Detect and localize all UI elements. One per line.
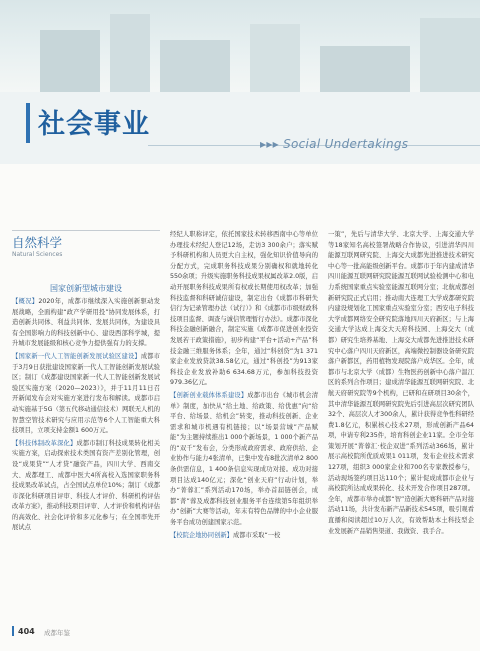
- paragraph: [12, 297, 160, 350]
- section-subtitle-text: Social Undertakings: [283, 137, 409, 151]
- paragraph-text: 2020年，成都市继续深入实施创新驱动发展战略，全面构建“政产学研用投”协同发展体系，打造创新共同体、利益共同体、发展共同体，为建设具有全国影响力的科技创新中心、建设西部科学城，提升城市发展能级和核心竞争力提供强有力的支撑。: [12, 298, 161, 348]
- paragraph: [170, 230, 318, 389]
- paragraph-text: 一策”，先后与清华大学、北京大学、上海交通大学等18家知名高校签署战略合作协议，引进清华四川能源互联网研究院、上海交大成都先进推进技术研究中心等一批高能级创新平台。成都市于年内建成清华四川能源互联网研究院能源互联网试验检测中心和电力系统国家重点实验室能源互联网分室；北航成都创新研究院正式启用；推动南大连理工大学成都研究院内建设规划化工国家重点实验室分室；西安电子科技大学成都网络安全研究院落地四川天府新区；与上海交通大学达成上海交大天府科技园、上海交大（成都）研究生培养基地、上海交大成都先进推进技术研究中心落户四川天府新区，高端微控制器设备研究院落户新都区，药用植物发现院落户成华区。全年，成都市与北京大学（成都）生物医药创新中心落户温江区的系列合作项目；建成清华能源互联网研究院、北航天府研究院等9个机构，已研和在研项目30余个，其中清华能源互联网研究院先后引进高层次研究团队32个、高层次人才300余人，累计获得竞争性科研经费1.8亿元，积累核心技术27项，形成创新产品64项，申请专利235件，培育科创企业11家。全市全年策划开展“菁蓉汇·校企双进”系列活动366场，累计展示高校院所优质成果1 011项，发布企业技术需求127项，组织3 000家企业和700名专家教授参与，活动现场签约项目达110个；累计促成成都市企业与高校院所达成成果转化、技术开发合作项目287项。全年，成都市举办成都“智”造创新大赛科研产品对接活动11场，共计发布新产品新技术545项，吸引观看直播和阅读超过10万人次，有效帮助本土科技型企业发展新产品销售渠道、我做资、我手合。: [328, 231, 474, 535]
- paragraph-text: 成都市制订科技成果转化相关实施方案，启动探索技术类国有资产差别化管理，创设“成果贷”“人才贷”融资产品，四川大学、西南交大、成都理工、成都中医大4所高校入选国家职务科技成果改革试点，占全国试点单位10%；制订《成都市深化科研项目评审、科技人才评价、科研机构评估改革方案》，推动科技项目评审、人才评价和机构评估的高效化、社会化评价和多元化参与；在全国率先开展试点: [12, 439, 161, 532]
- paragraph-heading: 【创新创业载体体系建设】: [170, 391, 248, 399]
- building-silhouette: [320, 46, 410, 92]
- paragraph-text: 成都市出台《城市机会清单》制度，加快从“给土地、给政策、给优惠”向“给平台、给场景、给机会”转变，推动科技创新、企业需求和城市机遇有机链接；以“场景营城”产品赋能”为主题持续推出1 000个新场景，1 000个新产品的“双千”发布会，分类形成政府需求、政府供给、企业协作与能力4张清单，已集中发布8批次清单2 800条供需信息，1 400条信息实现成功对接。成功对接项目达成140亿元；深化“创业天府”行动计划，举办“菁蓉汇”系列活动170场，举办首届链创会，成都“菁”蓉及成都科技创业服务平台连续第5年组织举办“创新”大赛等活动，年末有特色品牌的中小企业服务平台成功创建国家示范。: [170, 391, 319, 527]
- paragraph-text: 经纪人职称评定，依托国家技术转移西南中心等单位办理技术经纪人登记12场，走访3 300余户；落实赋予科研机构和人员更大自主权，强化知识价值导向的分配方式，完成职务科技成果分别确权和就地转化550余项；升级实施职务科技成果权属改革2.0版，启动开展职务科技成果所有权或长期使用权改革；加强科技监督和科研诚信建设，制定出台《成都市科研失信行为记录管理办法（试行）》和《成都市市级财政科技项目监督、调查与诚信管理暂行办法》。成都市深化科技金融创新融合，制定实施《成都市促进创业投资发展若干政策措施》，初步构建“平台+活动+产品”科技金融三维服务体系；全年，通过“科创贷”为1 371家企业发放贷款38.58亿元，通过“科创投”为913家科技企业发放补助6 634.68万元，参加科技投资979.36亿元。: [170, 231, 318, 387]
- text-column-3: [328, 230, 474, 539]
- page-number: 404: [18, 627, 35, 636]
- paragraph-text: 成都市于3月9日获批建设国家新一代人工智能创新发展试验区；制订《成都建设国家新一代人工智能创新发展试验区实施方案（2020—2023）》，并于11月11日召开新闻发布会对实施方案进行发布和解读。成都市启动实施基于5G（第五代移动通信技术）网联无人机的智慧空管技术研究与应用示范等6个人工智能重大科技项目，立项支持金额1 600万元。: [12, 352, 161, 435]
- paragraph: [170, 391, 318, 529]
- paragraph-heading: 【概况】: [12, 298, 39, 305]
- building-silhouette: [420, 18, 480, 92]
- building-silhouette: [160, 40, 230, 92]
- footer-accent-bar: [12, 626, 14, 636]
- paragraph: [12, 352, 160, 437]
- triple-arrow-icon: ▸▸▸: [260, 137, 284, 151]
- category-tag-zh: 自然科学: [12, 235, 63, 250]
- paragraph: [328, 230, 474, 537]
- magazine-name: 成都年鉴: [44, 629, 70, 637]
- section-accent-bar: [26, 103, 30, 143]
- paragraph: [12, 439, 160, 534]
- section-title: 社会事业: [38, 109, 150, 140]
- text-column-2: [170, 230, 318, 543]
- article-title: 国家创新型城市建设: [50, 284, 122, 293]
- paragraph-heading: 【国家新一代人工智能创新发展试验区建设】: [12, 352, 141, 360]
- text-column-1: [12, 297, 160, 536]
- category-tag-en: Natural Sciences: [12, 251, 63, 258]
- building-silhouette: [250, 24, 300, 92]
- header-banner-image: [0, 0, 480, 92]
- paragraph: [170, 531, 318, 542]
- building-silhouette: [40, 30, 100, 92]
- building-silhouette: [110, 14, 150, 92]
- paragraph-text: 成都市采取“一校: [232, 531, 281, 539]
- paragraph-heading: 【校院企地协同创新】: [170, 531, 233, 539]
- section-subtitle: [260, 137, 408, 151]
- paragraph-heading: 【科技体制改革深化】: [12, 439, 77, 447]
